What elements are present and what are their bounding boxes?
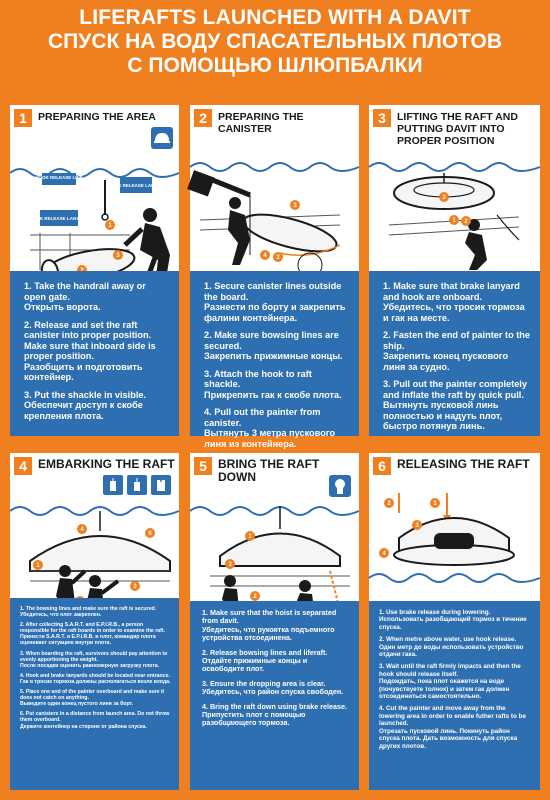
step-number: 2 [194,109,212,127]
panel-bring-raft-down [190,453,359,790]
panel-title: LIFTING THE RAFT AND PUTTING DAVIT INTO PROPER POSITION [397,111,518,147]
step-3: 3. Ensure the dropping area is clear. Убедитесь, что район спуска свободен. [202,678,344,697]
step-3: 3. Attach the hook to raft shackle. Прикрепить гак к скобе плота. [204,368,342,400]
steps-box [369,601,540,790]
svg-text:1: 1 [433,501,437,507]
step-2: 2. Release and set the raft canister into proper position. Make sure that inboard side is proper position. Разобщить и подготовить контейнер. [24,319,156,382]
svg-text:1: 1 [36,563,40,569]
step-2: 2. Fasten the end of painter to the ship. Закрепить конец пускового линя за судно. [383,330,531,372]
page-header [0,6,550,78]
svg-text:2: 2 [387,501,391,507]
step-4: 4. Pull out the painter from canister. Вытянуть 3 метра пускового линя из контейнера. [204,407,336,449]
svg-text:4: 4 [382,551,386,557]
step-1: 1. Take the handrail away or open gate. Открыть ворота. [24,281,146,312]
svg-text:3: 3 [228,562,232,568]
step-3: 3. Put the shackle in visible. Обеспечит доступ к скобе крепления плота. [24,389,147,421]
step-2: 2. After collecting S.A.R.T. and E.P.I.R.B., a person responsible for the raft boards in order to examine the raft. Принести S.A.R.T. и E.P.I.R.B. в плот, командир плота оценивает ситуацию внутри плота. [20,622,165,647]
steps-box [10,271,179,436]
panel-title: BRING THE RAFT DOWN [218,457,320,484]
svg-text:3: 3 [133,584,137,590]
svg-text:3: 3 [293,203,297,209]
svg-text:2: 2 [464,219,468,225]
step-1: 1. Make sure that brake lanyard and hook are onboard. Убедитесь, что тросик тормоза и гак на месте. [383,281,525,323]
step-4: 4. Cut the painter and move away from the lowering area in order to enable futher rafts to be launched. Отрезать пусковой линь. Покинуть район спуска плота. Дать возможность для спуска других плотов. [379,705,526,750]
step-1: 1. The bowsing lines and make sure the raft is secured. Убедитесь, что плот закреплен. [20,606,157,619]
panel-title: PREPARING THE AREA [38,111,156,123]
title-en: LIFERAFTS LAUNCHED WITH A DAVIT [79,6,471,29]
lifejacket-icon [151,475,171,495]
equipment-icons [103,475,171,495]
svg-text:4: 4 [263,253,267,259]
panel-title: RELEASING THE RAFT [397,457,530,471]
step-2: 2. Release bowsing lines and liferaft. Отдайте прижимные концы и освободите плот. [202,647,328,674]
svg-text:4: 4 [80,527,84,533]
illustration-preparing-canister [190,145,359,285]
step-2: 2. Make sure bowsing lines are secured. Закрепить прижимные концы. [204,330,343,361]
svg-text:1: 1 [108,223,112,229]
panel-embarking-raft [10,453,179,790]
sart-icon [103,475,123,495]
step-1: 1. Use brake release during lowering. Использовать разобщающий тормоз в течение спуска. [379,609,527,631]
svg-text:3: 3 [442,195,446,201]
step-number: 5 [194,457,212,475]
step-number: 1 [14,109,32,127]
svg-text:3: 3 [415,523,419,529]
label-break-release-lanyard: BREAK RELEASE LANYARD [105,183,167,188]
svg-text:2: 2 [276,255,280,261]
step-number: 3 [373,109,391,127]
steps-box [190,271,359,449]
step-number: 4 [14,457,32,475]
panel-lifting-raft [369,105,540,436]
panel-preparing-canister [190,105,359,449]
epirb-icon [127,475,147,495]
gloves-icon [329,475,351,497]
panel-title: EMBARKING THE RAFT [38,457,175,471]
step-2: 2. When metre above water, use hook release. Один метр до воды использовать устройство отдачи гака. [379,636,524,659]
steps-box [10,598,179,790]
step-number: 6 [373,457,391,475]
panel-header [369,105,540,155]
illustration-lifting-raft [369,155,540,275]
step-3: 3. Wait until the raft firmly impacts and then the hook should release itself. Подождать, пока плот окажется на воде (почувствуете толчок) и затем гак должен отсоединиться самостоятельно. [379,663,521,701]
svg-text:2: 2 [253,594,257,600]
step-3: 3. Pull out the painter completely and inflate the raft by quick pull. Вытянуть пусковой линь полностью и надуть плот, быстро потянув линь. [383,379,527,431]
svg-text:3: 3 [116,253,120,259]
step-4: 4. Hook and brake lanyards should be located near entrance. Гак и тросик тормоза должны располагаться возле входа. [20,672,171,685]
step-6: 6. Put canisters in a distance from launch area. Do not throw them overboard. Держите контейнер на стороне от района спуска. [20,711,170,730]
step-1: 1. Make sure that the hoist is separated from davit. Убедитесь, что рукоятка подъемного устройства отсоединена. [202,608,337,643]
step-3: 3. When boarding the raft, survivors should pay attention to evenly apportioning the weight. После посадки оценить равномерную загрузку плота. [20,650,168,669]
step-5: 5. Place one and of the painter overboard and make sure it does not catch on anything. Выведите один конец пустого линя за борт. [20,689,165,708]
title-ru-line1: СПУСК НА ВОДУ СПАСАТЕЛЬНЫХ ПЛОТОВ [48,30,502,53]
svg-text:1: 1 [452,218,456,224]
panel-preparing-area [10,105,179,436]
title-ru-line2: С ПОМОЩЬЮ ШЛЮПБАЛКИ [127,54,423,77]
step-1: 1. Secure canister lines outside the board. Разнести по борту и закрепить фалини контейнера. [204,281,346,323]
panel-title: PREPARING THE CANISTER [218,111,304,135]
label-hook-release-lanyard: HOOK RELEASE LANYARD [29,216,89,221]
svg-text:6: 6 [148,531,152,537]
svg-text:1: 1 [248,534,252,540]
steps-box [369,271,540,436]
helmet-icon [151,127,173,149]
step-4: 4. Bring the raft down using brake release. Припустить плот с помощью разобщающего тормоза. [202,701,347,728]
label-hook-release-line: HOOK RELEASE LINE [35,175,83,180]
steps-box [190,601,359,790]
panel-releasing-raft [369,453,540,790]
